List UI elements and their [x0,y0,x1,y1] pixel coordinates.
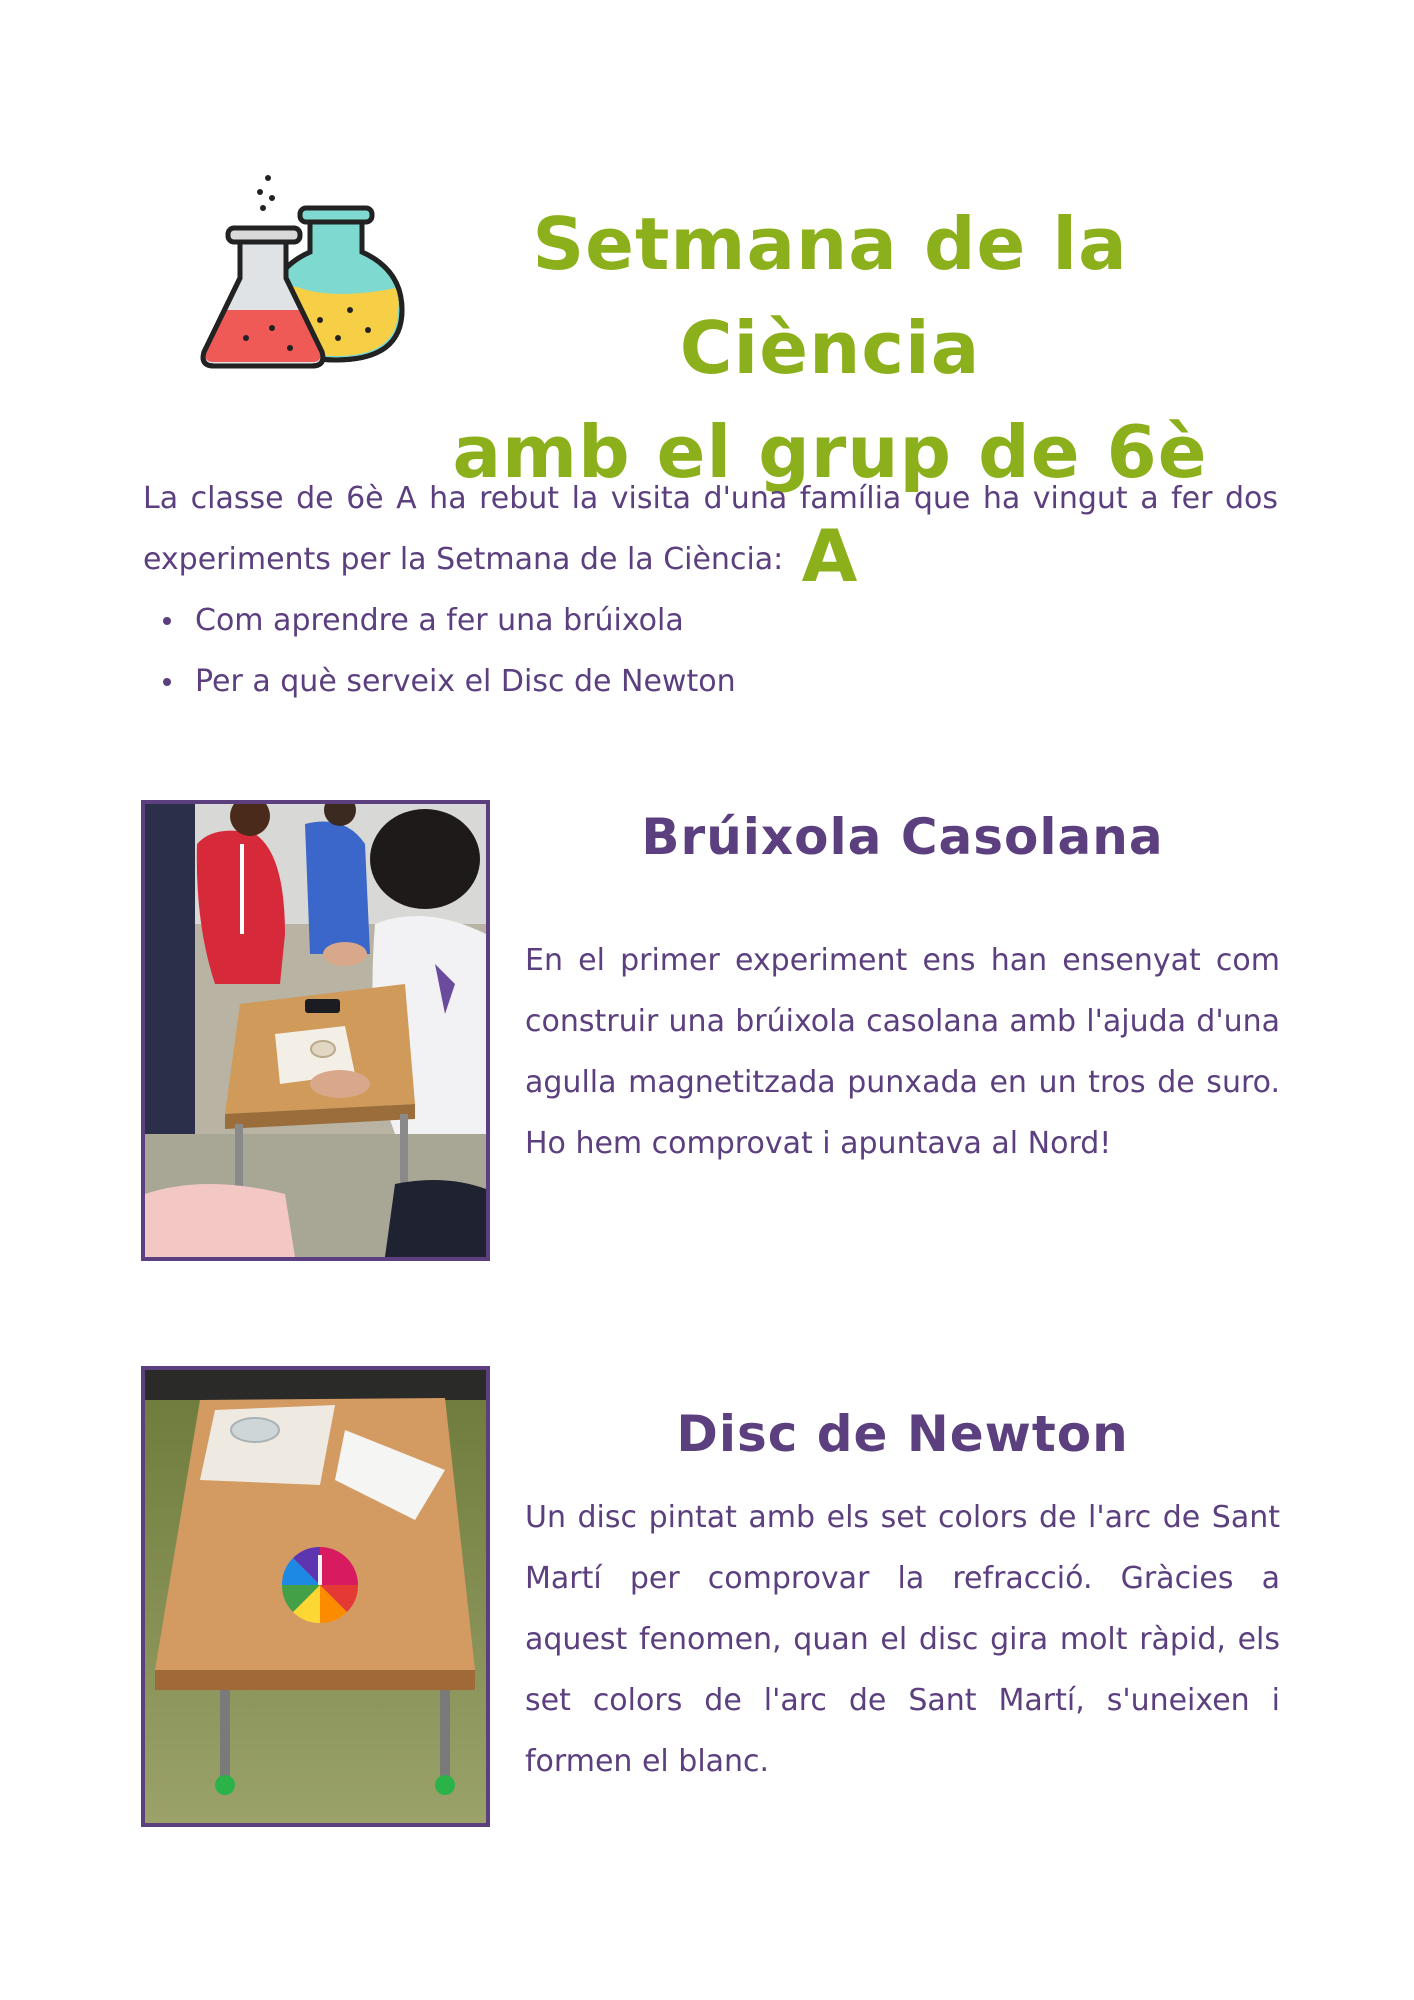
compass-experiment-photo [141,800,490,1261]
list-item [143,651,1278,712]
section-title-newton: Disc de Newton [676,1405,1129,1463]
bullet-dot [163,678,171,686]
list-item [143,590,1278,651]
bullet-dot [163,617,171,625]
section-text-compass: En el primer experiment ens han ensenyat com construir una brúixola casolana amb l'ajuda d'una agulla magnetitzada punxada en un tros de suro. Ho hem comprovat i apuntava al Nord! [525,943,1280,1161]
experiment-list [143,590,1278,712]
title-line-2: amb el grup de 6è A [452,410,1208,598]
intro-paragraph: La classe de 6è A ha rebut la visita d'una família que ha vingut a fer dos experiments per la Setmana de la Ciència: [143,481,1278,577]
newton-disc-photo [141,1366,490,1827]
section-text-newton: Un disc pintat amb els set colors de l'arc de Sant Martí per comprovar la refracció. Gràcies a aquest fenomen, quan el disc gira molt ràpid, els set colors de l'arc de Sant Martí, s'uneixen i formen el blanc. [525,1500,1280,1779]
section-title-compass: Brúixola Casolana [641,808,1164,866]
newton-disc-illustration [145,1370,486,1823]
compass-photo-illustration [145,804,486,1257]
list-item-text: Com aprendre a fer una brúixola [195,603,684,638]
list-item-text: Per a què serveix el Disc de Newton [195,664,736,699]
title-line-1: Setmana de la Ciència [532,202,1128,390]
chemistry-flasks-icon [200,170,420,390]
